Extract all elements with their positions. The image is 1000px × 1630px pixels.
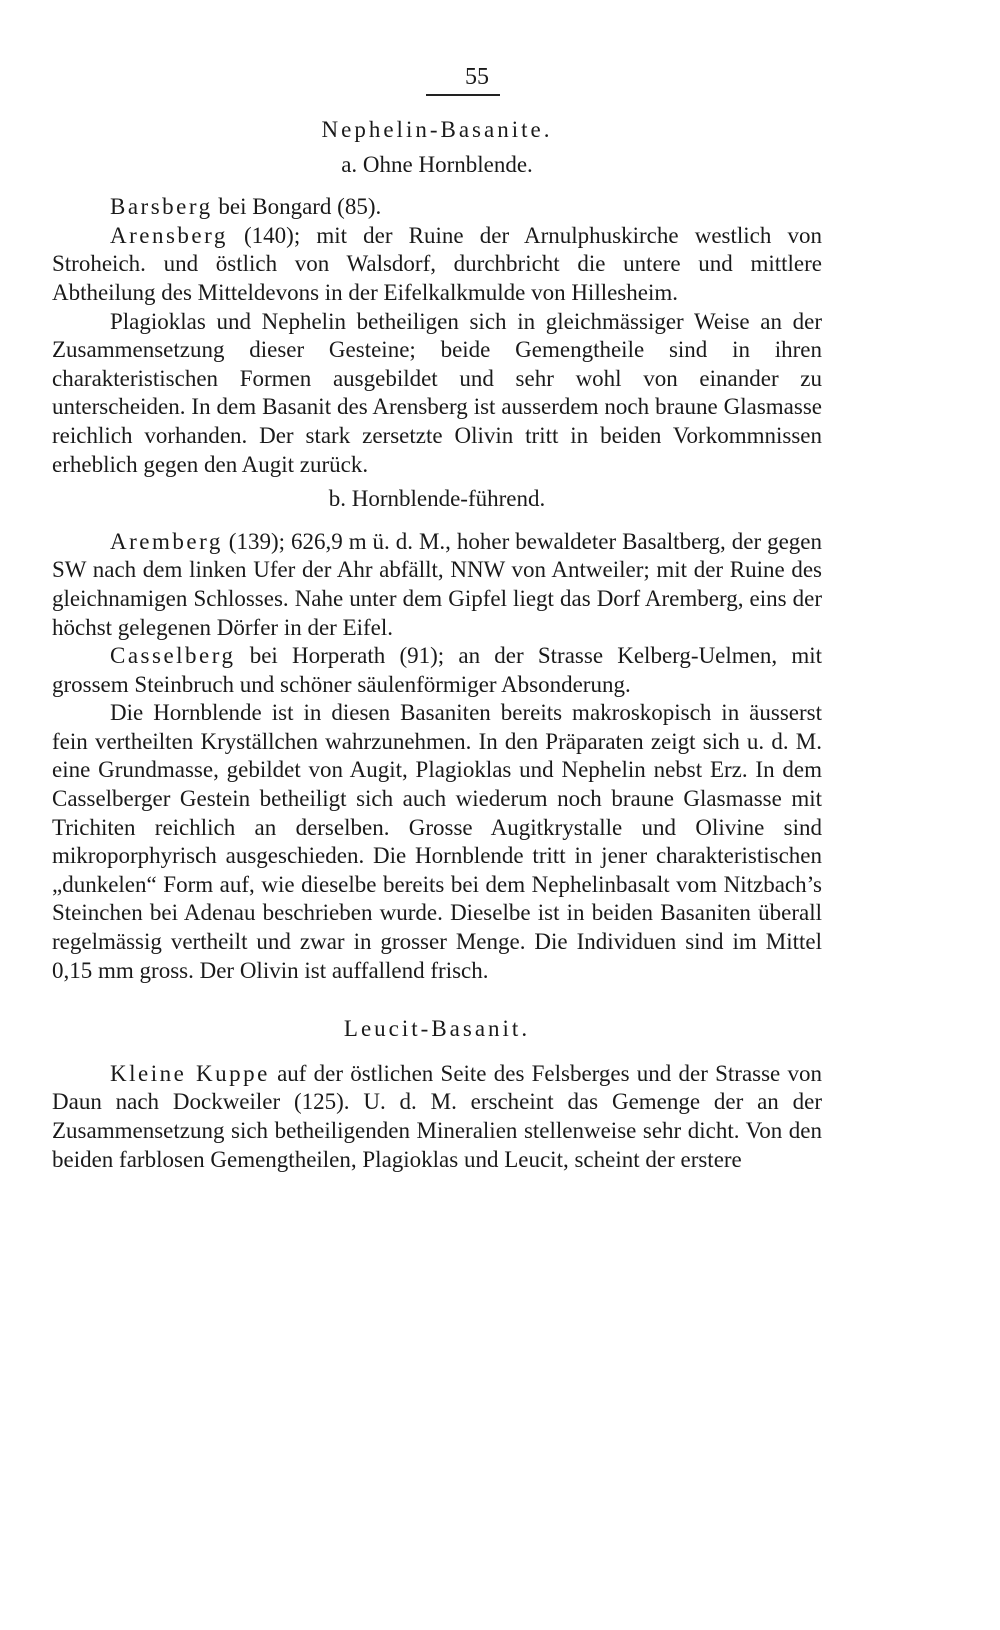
entry-casselberg <box>52 642 822 699</box>
page-number: 55 <box>465 64 489 90</box>
entry-kleine-kuppe <box>52 1060 822 1174</box>
entry-barsberg <box>52 193 822 222</box>
paragraph-plagioklas-nephelin: Plagioklas und Nephelin betheiligen sich in gleichmässiger Weise an der Zusammensetzung dieser Gesteine; beide Gemengtheile sind in ihren charakteristischen Formen ausgebildet und sehr wohl von einander zu unterscheiden. In dem Basanit des Arensberg ist ausserdem noch braune Glasmasse reichlich vorhanden. Der stark zersetzte Olivin tritt in beiden Vorkommnissen erheblich gegen den Augit zurück. <box>52 308 822 477</box>
section-heading-nephelin-basanite: Nephelin-Basanite. <box>321 117 553 142</box>
document-page <box>52 60 822 1174</box>
entry-casselberg-text: bei Horperath (91); an der Strasse Kelberg-Uelmen, mit grossem Steinbruch und schöner säulenförmiger Absonderung. <box>52 643 822 697</box>
page-number-rule <box>426 94 500 96</box>
section-heading-leucit-basanit: Leucit-Basanit. <box>343 1016 531 1042</box>
locality-name-casselberg: Casselberg <box>110 643 236 669</box>
locality-name-barsberg: Barsberg <box>110 194 213 220</box>
locality-name-kleine-kuppe: Kleine Kuppe <box>110 1060 270 1086</box>
entry-arensberg-text: (140); mit der Ruine der Arnulphuskirche westlich von Stroheich. und östlich von Walsdorf, durchbricht die untere und mittlere Abtheilung des Mitteldevons in der Eifelkalkmulde von Hillesheim. <box>52 222 822 305</box>
entry-arensberg <box>52 222 822 308</box>
entry-aremberg-text: (139); 626,9 m ü. d. M., hoher bewaldeter Basaltberg, der gegen SW nach dem linken Ufer der Ahr abfällt, NNW von Antweiler; mit der Ruine des gleichnamigen Schlosses. Nahe unter dem Gipfel liegt das Dorf Aremberg, eins der höchst gelegenen Dörfer in der Eifel. <box>52 528 822 640</box>
entry-kleine-kuppe-text: auf der östlichen Seite des Felsberges und der Strasse von Daun nach Dockweiler (125). U. d. M. erscheint das Gemenge der an der Zusammensetzung sich betheiligenden Mineralien stellenweise sehr dicht. Von den beiden farblosen Gemengtheilen, Plagioklas und Leucit, scheint der erstere <box>52 1060 822 1172</box>
locality-name-arensberg: Arensberg <box>110 222 228 248</box>
subheading-ohne-hornblende: a. Ohne Hornblende. <box>341 151 533 177</box>
subheading-hornblende-fuehrend: b. Hornblende-führend. <box>328 486 546 512</box>
paragraph-hornblende-description: Die Hornblende ist in diesen Basaniten bereits makroskopisch in äusserst fein vertheilten Kryställchen wahrzunehmen. In den Präparaten zeigt sich u. d. M. eine Grundmasse, gebildet von Augit, Plagioklas und Nephelin nebst Erz. In dem Casselberger Gestein betheiligt sich auch wiederum noch braune Glasmasse mit Trichiten reichlich an derselben. Grosse Augitkrystalle und Olivine sind mikroporphyrisch ausgeschieden. Die Hornblende tritt in jener charakteristischen „dunkelen“ Form auf, wie dieselbe bereits bei dem Nephelinbasalt vom Nitzbach’s Steinchen bei Adenau beschrieben wurde. Dieselbe ist in beiden Basaniten überall regelmässig vertheilt und zwar in grosser Menge. Die Individuen sind im Mittel 0,15 mm gross. Der Olivin ist auffallend frisch. <box>52 700 822 983</box>
entry-aremberg <box>52 528 822 642</box>
locality-name-aremberg: Aremberg <box>110 528 223 554</box>
entry-barsberg-text: bei Bongard (85). <box>212 194 382 220</box>
